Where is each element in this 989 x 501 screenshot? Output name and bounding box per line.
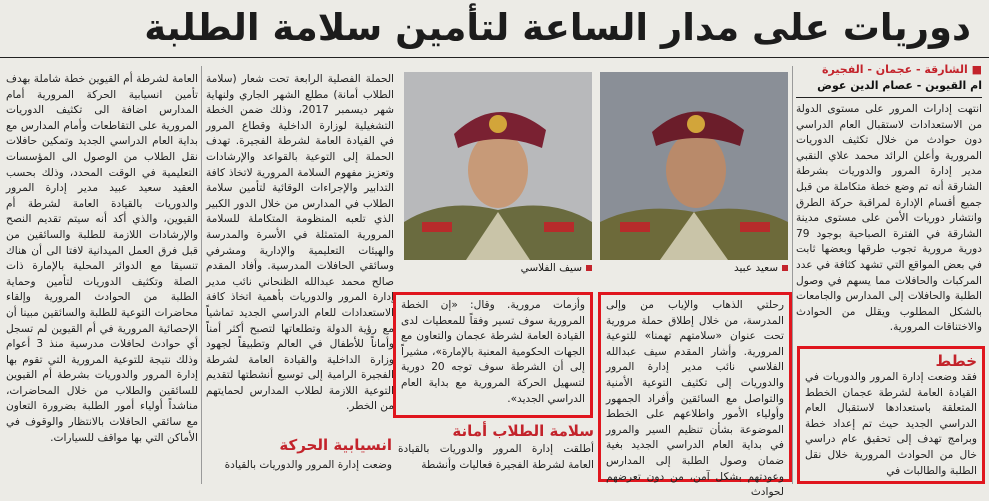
column-4-bottom-paragraph: وضعت إدارة المرور والدوريات بالقيادة [224,459,392,471]
headline-rule [0,57,989,58]
column-1-paragraph: انتهت إدارات المرور على مستوى الدولة من الاستعدادات لاستقبال العام الدراسي دون حوادث من خلال تكثيف الدوريات المرورية وأعلن الرائد محمد علاي النقبي مدير إدارة المرور والدوريات بشرطة الشارقة أنه تم وضع خطة متكاملة من قبل جميع أقسام الإدارة لمراقبة حركة الطرق وانتشار دوريات الأمن على مستوى مدينة الشارقة في الفترة الصباحية بوجود 79 دورية مرورية تجوب طرقها وبعضها ثابت في بعض المواقع التي تشهد كثافة في عدد المركبات والحافلات مما يسهم في وصول الطلبة والحافلات إلى المدارس والجامعات بالشكل المطلوب ويقلل من الحوادث والاختناقات المرورية. [796,103,982,334]
highlight-box-middle-text [606,298,784,499]
column-4-bottom-text [206,458,392,486]
column-4-paragraph: الحملة الفصلية الرابعة تحت شعار (سلامة الطلاب أمانة) مطلع الشهر الجاري ولنهاية شهر ديسمبر 2017، وذلك ضمن الخطة التشغيلية لوزارة الداخلية وقطاع المرور في القيادة العامة لشرطة الفجيرة. تهدف الحملة إلى التوعية بالقواعد والإرشادات وتعزيز مفهوم السلامة المرورية لاتخاذ كافة التدابير والإجراءات الوقائية لتأمين سلامة الطلاب في المدارس من خلال الدور الكبير الذي تلعبه المنظومة المتكاملة للسلامة المرورية المتمثلة في الأسرة والمدرسة والهيئات التعليمية والإدارية ومشرفي وسائقي الحافلات المدرسية. وأفاد المقدم صالح محمد عبدالله الظنحاني نائب مدير إدارة المرور والدوريات بأهمية اتخاذ كافة الاستعدادات للعام الدراسي الجديد تماشياً مع رؤية الدولة وتطلعاتها لتصبح أكثر أمناً وأماناً للأطفال في العالم وتطبيقاً لجهود وزارة الداخلية والقيادة العامة لشرطة الفجيرة الرامية إلى توسيع أنشطتها لتقديم التوعية اللازمة لطلاب المدارس لحمايتهم من الخطر. [206,73,394,413]
caption-bullet-icon [586,265,592,271]
highlight-box-left [393,292,593,418]
caption-saeed-obaid [600,261,788,275]
highlight-box-right-paragraph: فقد وضعت إدارة المرور والدوريات في القيادة العامة لشرطة عجمان الخطط المتعلقة باستعدادها لاستقبال العام الدراسي الجديد حيث تم إعداد خطة وبرامج تهدف إلى تحقيق عام دراسي خال من الحوادث المرورية خلال نقل الطلبة والطالبات في [805,371,977,477]
column-5-paragraph: العامة لشرطة أم القيوين خطة شاملة بهدف تأمين انسيابية الحركة المرورية أمام المدارس اضافة الى تكثيف الدوريات المرورية على التقاطعات وأمام المدارس مع بداية العام الدراسي الجديد وتمكين حافلات نقل الطلاب من الوصول الى المؤسسات التعليمية في الوقت المحدد، وذلك بحسب العقيد سعيد عبيد مدير إدارة المرور والدوريات بالقيادة العامة لشرطة أم القيوين، والذي أكد أنه سيتم تقديم النصح والإرشادات اللازمة للطلبة والسائقين من قبل فرق العمل الميدانية لافتا الى أن هناك تنسيقا مع الدوائر المحلية بالإمارة ذات الصلة وتكثيف الدوريات لتأمين وحماية الطلبة من الحوادث المرورية وإلقاء محاضرات التوعية للطلبة والسائقين مبينا أن الإحصائية المرورية في أم القيوين لم تسجل أي حوادث لحافلات مدرسية منذ 3 أعوام وذلك نتيجة للتوعية المرورية التي تقوم بها إدارة المرور والدوريات بشرطة أم القيوين للسائقين والطلاب من خلال المحاضرات، مناشداً أولياء أمور الطلبة بضرورة التعاون مع سائقي الحافلات بالانتظار والوقوف في الأماكن التي بها مواقف للسيارات. [6,73,199,444]
photo-saif-alfalasi [404,72,592,260]
highlight-box-right [797,346,985,484]
column-divider [201,66,202,484]
subheading-plans: خطط [935,352,977,370]
caption-saif-alfalasi [404,261,592,275]
highlight-box-left-paragraph: وأزمات مرورية. وقال: «إن الخطة المرورية سوف تسير وفقاً للمعطيات لدى القيادة العامة لشرطة عجمان والتعاون مع الجهات الحكومية المعنية بالإمارة»، مشيراً إلى أن الشرطة سوف توجه 20 دورية لتسهيل الحركة المرورية مع بداية العام الدراسي الجديد». [401,299,585,405]
officer-portrait-image [600,72,788,260]
subheading-students-safety: سلامة الطلاب أمانة [452,422,594,440]
highlight-box-left-text [401,298,585,414]
column-5-text [6,72,198,484]
caption-bullet-icon [782,265,788,271]
headline: دوريات على مدار الساعة لتأمين سلامة الطلبة [144,6,971,49]
highlight-box-right-text [805,370,977,477]
caption-text: سعيد عبيد [734,262,778,274]
column-divider [792,66,793,484]
photo-saeed-obaid [600,72,788,260]
subheading-traffic-flow: انسيابية الحركة [279,436,392,454]
column-2-bottom-paragraph: أطلقت إدارة المرور والدوريات بالقيادة العامة لشرطة الفجيرة فعاليات وأنشطة [398,443,594,471]
highlight-box-middle-paragraph: رحلتي الذهاب والإياب من وإلى المدرسة، من خلال إطلاق حملة مرورية تحت عنوان «سلامتهم تهمنا» للتوعية المرورية. وأشار المقدم سيف عبدالله الفلاسي نائب مدير إدارة المرور والدوريات إلى تكثيف التوعية الأمنية والتواصل مع السائقين وأفراد الجمهور وأولياء الأمور واطلاعهم على الخطط الموضوعة بشأن تنظيم السير والمرور في بداية العام الدراسي الجديد بغية ضمان وصول الطلبة إلى المدارس وعودتهم بشكل آمن، من دون تعرضهم لحوادث [606,299,784,499]
column-4-text [206,72,394,432]
byline-rule [796,97,982,98]
byline: ام القيوين - عصام الدين عوض [817,79,982,92]
officer-portrait-image [404,72,592,260]
caption-text: سيف الفلاسي [520,262,582,274]
highlight-box-middle [598,292,792,499]
column-2-bottom-text [398,442,594,486]
column-1-text [796,102,982,332]
dateline: ■ الشارقة - عجمان - الفجيرة [821,63,982,76]
